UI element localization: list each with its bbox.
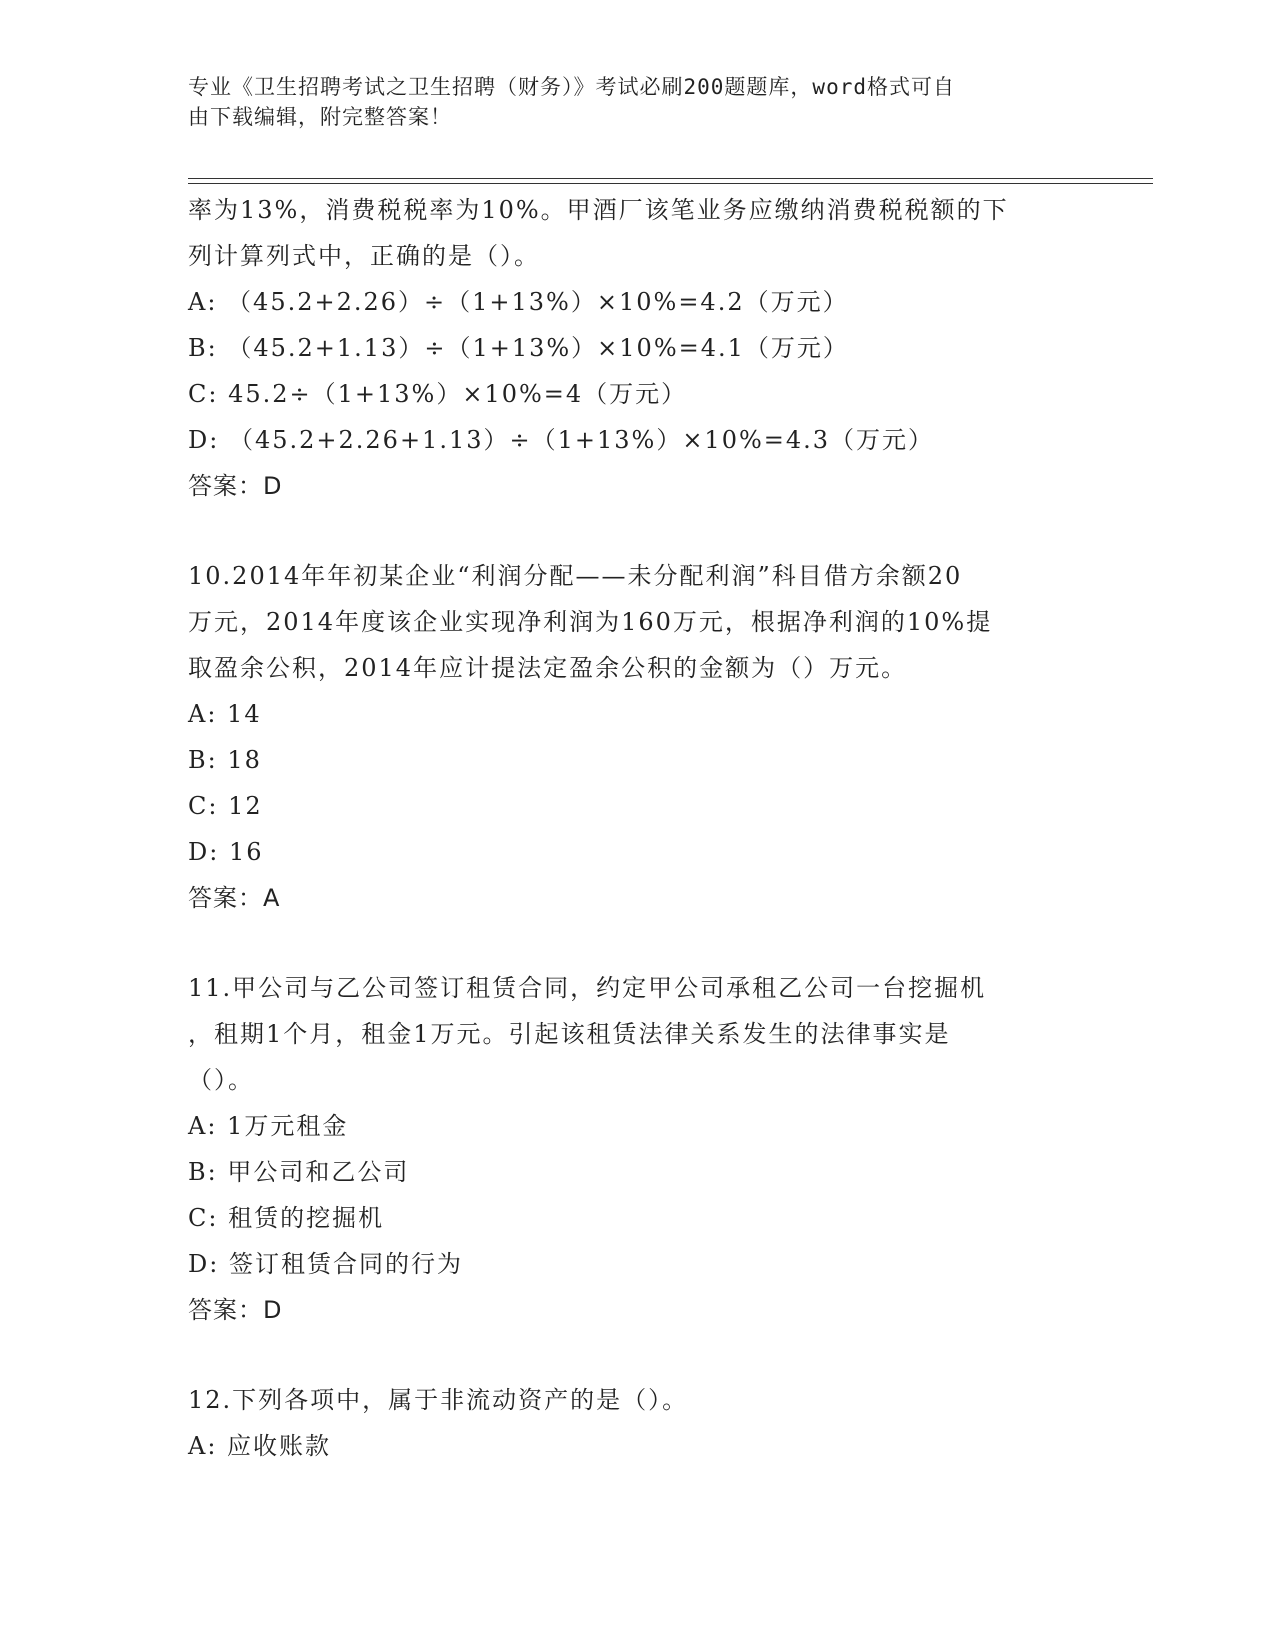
- option-a: A: 14: [188, 700, 262, 728]
- question-stem-line: （）。: [188, 1066, 254, 1094]
- document-header: [188, 72, 1068, 132]
- question-9: [188, 187, 1088, 509]
- question-spacer: [188, 1333, 1088, 1377]
- question-spacer: [188, 509, 1088, 553]
- question-stem-line: 12.下列各项中，属于非流动资产的是（）。: [188, 1386, 689, 1414]
- answer-label: 答案：D: [188, 472, 283, 500]
- question-10: [188, 553, 1088, 921]
- option-d: D: 签订租赁合同的行为: [188, 1250, 463, 1278]
- option-a: A: 1万元租金: [188, 1112, 349, 1140]
- question-12: [188, 1377, 1088, 1469]
- question-stem-line: 列计算列式中，正确的是（）。: [188, 242, 540, 270]
- option-a: A: 应收账款: [188, 1432, 332, 1460]
- option-c: C: 12: [188, 792, 263, 820]
- option-b: B: 甲公司和乙公司: [188, 1158, 410, 1186]
- question-stem-line: 万元，2014年度该企业实现净利润为160万元，根据净利润的10%提: [188, 608, 993, 636]
- option-d: D: （45.2+2.26+1.13）÷（1+13%）×10%=4.3（万元）: [188, 426, 935, 454]
- header-line-2: 由下载编辑，附完整答案！: [188, 105, 452, 129]
- question-stem-line: ，租期1个月，租金1万元。引起该租赁法律关系发生的法律事实是: [188, 1020, 951, 1048]
- option-a: A: （45.2+2.26）÷（1+13%）×10%=4.2（万元）: [188, 288, 849, 316]
- option-c: C: 45.2÷（1+13%）×10%=4（万元）: [188, 380, 688, 408]
- question-spacer: [188, 921, 1088, 965]
- option-b: B: 18: [188, 746, 262, 774]
- option-d: D: 16: [188, 838, 264, 866]
- answer-label: 答案：D: [188, 1296, 283, 1324]
- header-line-1: 专业《卫生招聘考试之卫生招聘（财务）》考试必刷200题题库，word格式可自: [188, 75, 955, 99]
- header-divider-bottom: [188, 183, 1153, 184]
- header-divider-top: [188, 178, 1153, 179]
- document-body: [188, 187, 1088, 1469]
- question-stem-line: 10.2014年年初某企业“利润分配——未分配利润”科目借方余额20: [188, 562, 963, 590]
- option-b: B: （45.2+1.13）÷（1+13%）×10%=4.1（万元）: [188, 334, 849, 362]
- answer-label: 答案：A: [188, 884, 281, 912]
- option-c: C: 租赁的挖掘机: [188, 1204, 385, 1232]
- question-11: [188, 965, 1088, 1333]
- question-stem-line: 率为13%，消费税税率为10%。甲酒厂该笔业务应缴纳消费税税额的下: [188, 196, 1009, 224]
- question-stem-line: 取盈余公积，2014年应计提法定盈余公积的金额为（）万元。: [188, 654, 908, 682]
- question-stem-line: 11.甲公司与乙公司签订租赁合同，约定甲公司承租乙公司一台挖掘机: [188, 974, 987, 1002]
